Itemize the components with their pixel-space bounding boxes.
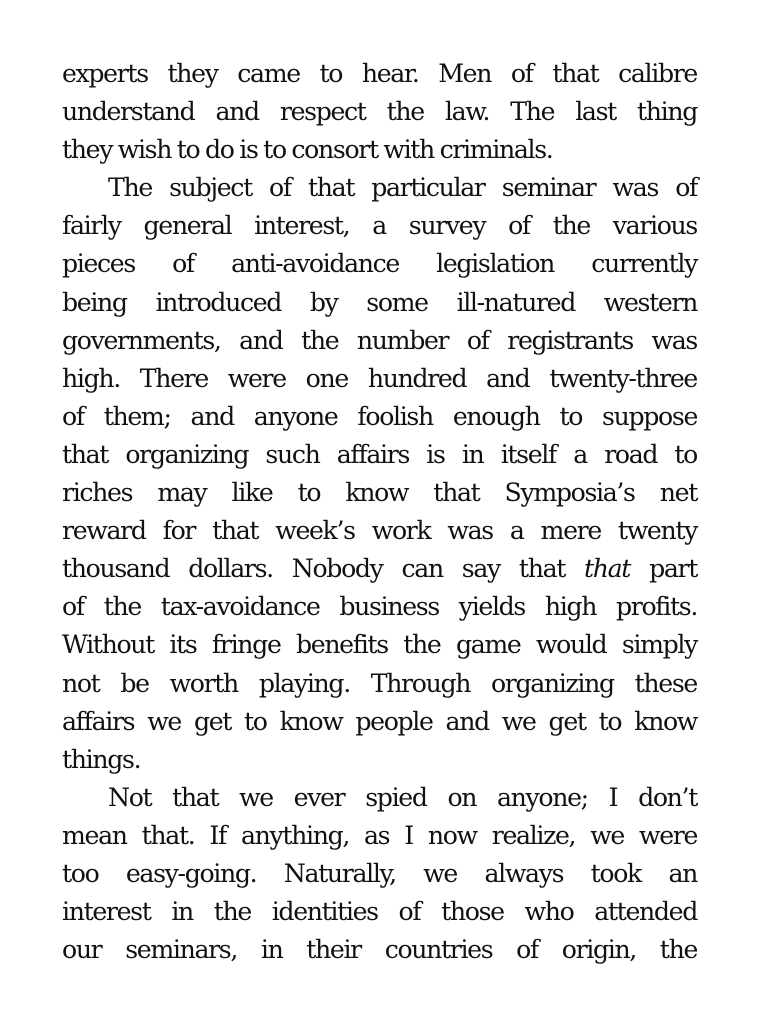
text-line: pieces of anti-avoidance legislation currently: [62, 249, 697, 279]
text-line: our seminars, in their countries of origin, the: [62, 935, 697, 965]
text-line: mean that. If anything, as I now realize, we were: [62, 820, 697, 850]
text-line: Not that we ever spied on anyone; I don’t: [108, 782, 697, 812]
text-line: experts they came to hear. Men of that calibre: [62, 59, 697, 88]
text-line: too easy-going. Naturally, we always took an: [62, 858, 697, 888]
text-line: being introduced by some ill-natured western: [62, 287, 697, 317]
paragraph-2: [62, 169, 697, 779]
text-line: of them; and anyone foolish enough to suppose: [62, 401, 697, 431]
text-line: Without its fringe benefits the game would simply: [62, 630, 697, 660]
text-line: they wish to do is to consort with criminals.: [62, 135, 553, 165]
paragraph-3: [62, 779, 697, 969]
text-line: of the tax-avoidance business yields high profits.: [62, 592, 697, 622]
text-line-with-emphasis: [62, 550, 697, 588]
text-line: affairs we get to know people and we get to know: [62, 706, 697, 736]
text-line: The subject of that particular seminar was of: [108, 173, 697, 203]
book-page: [62, 55, 697, 969]
text-line: things.: [62, 744, 141, 774]
text-run: part: [630, 554, 697, 584]
text-line: understand and respect the law. The last thing: [62, 97, 697, 127]
text-line: interest in the identities of those who attended: [62, 897, 697, 927]
emphasized-word: that: [584, 554, 631, 584]
text-line: not be worth playing. Through organizing these: [62, 668, 697, 698]
text-line: riches may like to know that Symposia’s net: [62, 478, 697, 508]
text-line: reward for that week’s work was a mere twenty: [62, 516, 697, 546]
text-run: thousand dollars. Nobody can say that: [62, 554, 584, 584]
text-line: fairly general interest, a survey of the various: [62, 211, 697, 241]
text-line: that organizing such affairs is in itself a road to: [62, 439, 697, 469]
paragraph-1: [62, 55, 697, 169]
text-line: high. There were one hundred and twenty-three: [62, 363, 697, 393]
text-line: governments, and the number of registrants was: [62, 325, 697, 355]
